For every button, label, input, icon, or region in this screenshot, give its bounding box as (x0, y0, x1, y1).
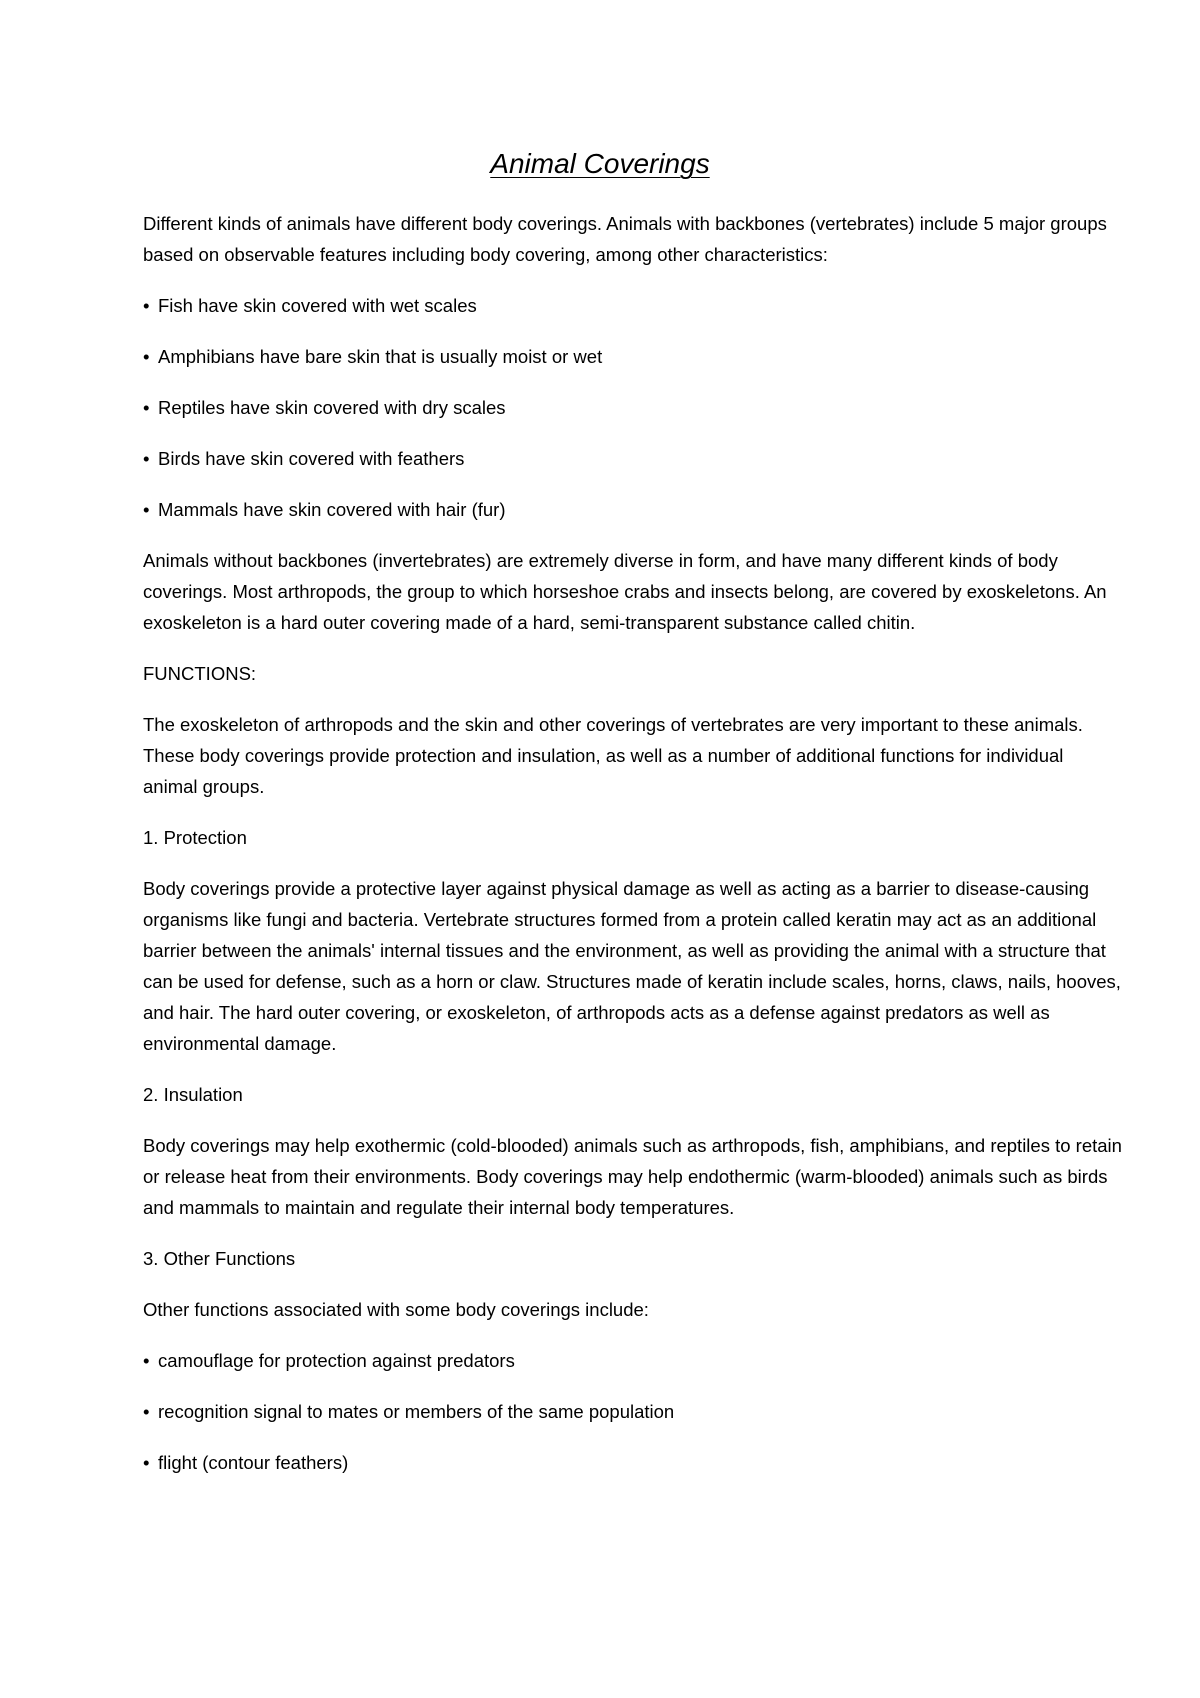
bullet-icon: • (143, 295, 150, 316)
bullet-icon: • (143, 448, 150, 469)
list-item: • Birds have skin covered with feathers (143, 443, 1123, 474)
document-body (143, 208, 1123, 1498)
list-item: • Amphibians have bare skin that is usually moist or wet (143, 341, 1123, 372)
list-item: • camouflage for protection against predators (143, 1345, 1123, 1376)
bullet-icon: • (143, 346, 150, 367)
bullet-icon: • (143, 499, 150, 520)
protection-paragraph: Body coverings provide a protective layer against physical damage as well as acting as a barrier to disease-causing organisms like fungi and bacteria. Vertebrate structures formed from a protein called keratin may act as an additional barrier between the animals' internal tissues and the environment, as well as providing the animal with a structure that can be used for defense, such as a horn or claw. Structures made of keratin include scales, horns, claws, nails, hooves, and hair. The hard outer covering, or exoskeleton, of arthropods acts as a defense against predators as well as environmental damage. (143, 878, 1121, 1054)
list-item: • recognition signal to mates or members of the same population (143, 1396, 1123, 1427)
other-functions-list (143, 1345, 1123, 1478)
list-item: • Fish have skin covered with wet scales (143, 290, 1123, 321)
insulation-paragraph: Body coverings may help exothermic (cold-blooded) animals such as arthropods, fish, amphibians, and reptiles to retain or release heat from their environments. Body coverings may help endothermic (warm-blooded) animals such as birds and mammals to maintain and regulate their internal body temperatures. (143, 1135, 1122, 1218)
functions-heading: FUNCTIONS: (143, 663, 257, 684)
intro-paragraph: Different kinds of animals have different body coverings. Animals with backbones (vertebrates) include 5 major groups based on observable features including body covering, among other characteristics: (143, 213, 1107, 265)
other-functions-heading: 3. Other Functions (143, 1248, 296, 1269)
functions-intro-paragraph: The exoskeleton of arthropods and the skin and other coverings of vertebrates are very important to these animals. These body coverings provide protection and insulation, as well as a number of additional functions for individual animal groups. (143, 714, 1083, 797)
protection-heading: 1. Protection (143, 827, 247, 848)
list-item: • Mammals have skin covered with hair (fur) (143, 494, 1123, 525)
insulation-heading: 2. Insulation (143, 1084, 243, 1105)
vertebrate-list (143, 290, 1123, 525)
page-title: Animal Coverings (490, 148, 710, 179)
list-item: • Reptiles have skin covered with dry scales (143, 392, 1123, 423)
invertebrates-paragraph: Animals without backbones (invertebrates) are extremely diverse in form, and have many different kinds of body coverings. Most arthropods, the group to which horseshoe crabs and insects belong, are covered by exoskeletons. An exoskeleton is a hard outer covering made of a hard, semi-transparent substance called chitin. (143, 550, 1107, 633)
other-functions-intro: Other functions associated with some body coverings include: (143, 1299, 649, 1320)
bullet-icon: • (143, 1452, 150, 1473)
bullet-icon: • (143, 1350, 150, 1371)
bullet-icon: • (143, 397, 150, 418)
list-item: • flight (contour feathers) (143, 1447, 1123, 1478)
bullet-icon: • (143, 1401, 150, 1422)
